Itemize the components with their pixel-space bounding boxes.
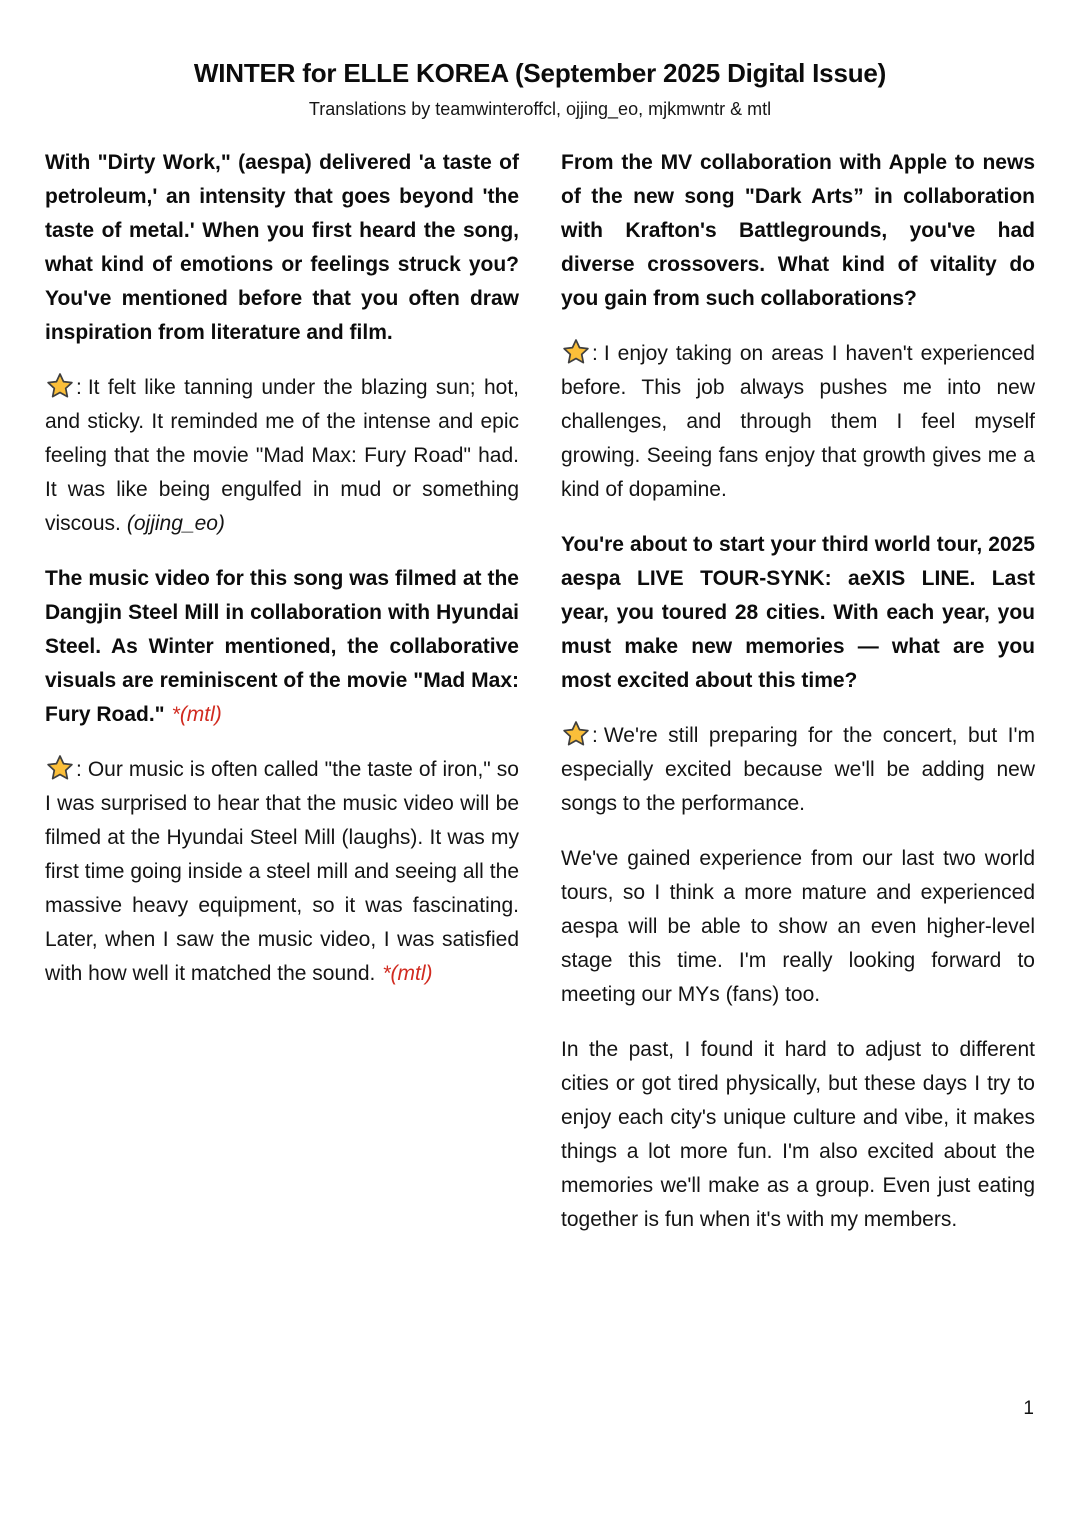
interview-question (561, 146, 1035, 316)
question-text: From the MV collaboration with Apple to news of the new song "Dark Arts” in collaboration with Krafton's Battlegrounds, you've had diverse crossovers. What kind of vitality do you gain from such collaborations? (561, 151, 1035, 310)
question-text: With "Dirty Work," (aespa) delivered 'a taste of petroleum,' an intensity that goes beyond 'the taste of metal.' When you first heard the song, what kind of emotions or feelings struck you? You've mentioned before that you often draw inspiration from literature and film. (45, 151, 519, 344)
answer-paragraph (561, 1033, 1035, 1237)
answer-colon: : (592, 342, 598, 365)
answer-colon: : (76, 376, 82, 399)
star-icon (45, 754, 75, 782)
question-text: You're about to start your third world tour, 2025 aespa LIVE TOUR-SYNK: aeXIS LINE. Last year, you toured 28 cities. With each year, you must make new memories — what are you most excited about this time? (561, 533, 1035, 692)
answer-colon: : (76, 758, 82, 781)
question-text: The music video for this song was filmed at the Dangjin Steel Mill in collaboration with Hyundai Steel. As Winter mentioned, the collaborative visuals are reminiscent of the movie "Mad Max: Fury Road." (45, 567, 519, 726)
document-header (45, 58, 1035, 120)
interview-question (45, 146, 519, 350)
translation-note: *(mtl) (171, 703, 222, 726)
interview-answer (45, 753, 519, 991)
interview-question (561, 528, 1035, 698)
left-column (45, 146, 519, 1012)
right-column (561, 146, 1035, 1258)
page-title: WINTER for ELLE KOREA (September 2025 Digital Issue) (193, 58, 887, 88)
answer-text: I enjoy taking on areas I haven't experienced before. This job always pushes me into new challenges, and through them I feel myself growing. Seeing fans enjoy that growth gives me a kind of dopamine. (561, 342, 1035, 501)
paragraph-text: We've gained experience from our last two world tours, so I think a more mature and experienced aespa will be able to show an even higher-level stage this time. I'm really looking forward to meeting our MYs (fans) too. (561, 847, 1035, 1006)
answer-text: We're still preparing for the concert, but I'm especially excited because we'll be adding new songs to the performance. (561, 724, 1035, 815)
interview-question (45, 562, 519, 732)
star-icon (561, 338, 591, 366)
star-icon (561, 720, 591, 748)
interview-answer (561, 719, 1035, 821)
paragraph-text: In the past, I found it hard to adjust to different cities or got tired physically, but these days I try to enjoy each city's unique culture and vibe, it makes things a lot more fun. I'm also excited about the memories we'll make as a group. Even just eating together is fun when it's with my members. (561, 1038, 1035, 1231)
page-subtitle: Translations by teamwinteroffcl, ojjing_eo, mjkmwntr & mtl (308, 99, 772, 119)
two-column-layout (45, 146, 1035, 1258)
answer-text: Our music is often called "the taste of iron," so I was surprised to hear that the music video will be filmed at the Hyundai Steel Mill (laughs). It was my first time going inside a steel mill and seeing all the massive heavy equipment, so it was fascinating. Later, when I saw the music video, I was satisfied with how well it matched the sound. (45, 758, 519, 985)
page-number: 1 (1023, 1398, 1034, 1419)
translator-credit: (ojjing_eo) (126, 512, 225, 535)
interview-answer (45, 371, 519, 541)
star-icon (45, 372, 75, 400)
answer-text: It felt like tanning under the blazing sun; hot, and sticky. It reminded me of the intense and epic feeling that the movie "Mad Max: Fury Road" had. It was like being engulfed in mud or something viscous. (45, 376, 519, 535)
translation-note: *(mtl) (382, 962, 433, 985)
answer-colon: : (592, 724, 598, 747)
answer-paragraph (561, 842, 1035, 1012)
interview-answer (561, 337, 1035, 507)
